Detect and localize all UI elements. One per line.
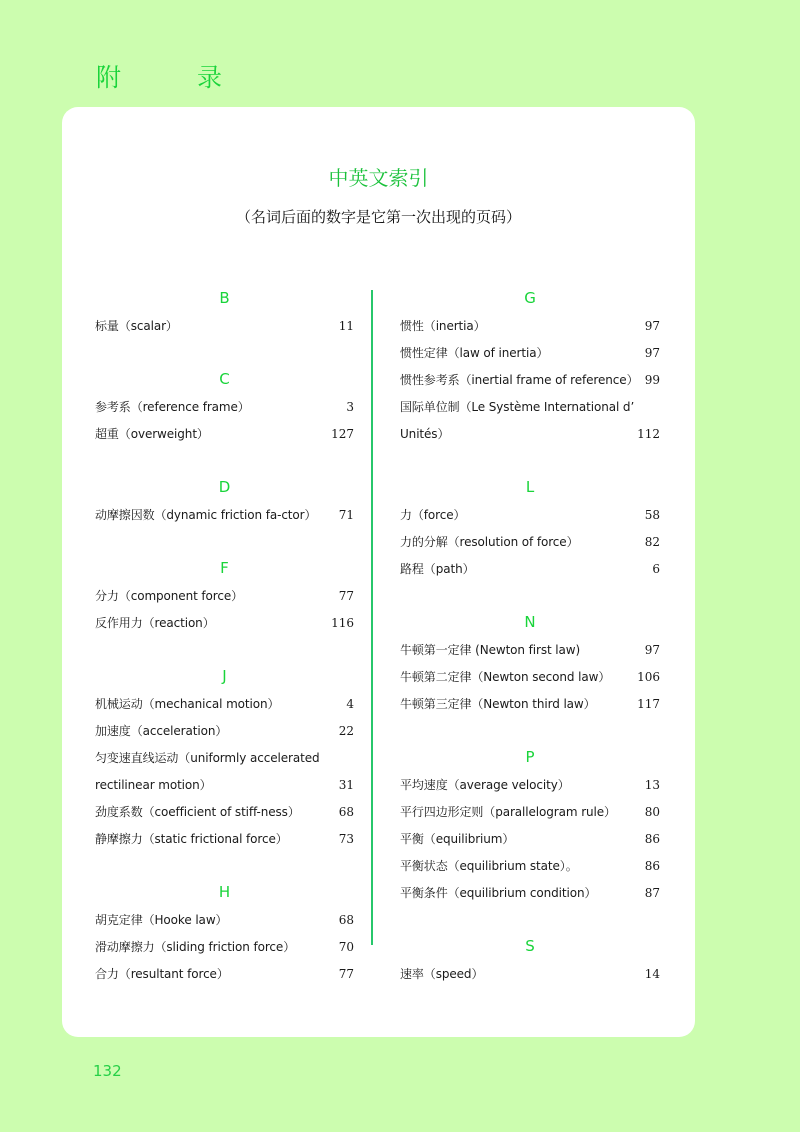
index-entry [95,420,354,447]
index-entry-term: 静摩擦力（static frictional force） [95,832,288,846]
index-entry-page: 3 [346,399,354,414]
index-entry-page: 97 [644,318,660,333]
index-entry-page: 86 [644,831,660,846]
index-entry [95,501,354,528]
index-entry [400,528,660,555]
index-entry-term: 路程（path） [400,562,475,576]
index-entry [400,852,660,879]
index-entry-term: 惯性（inertia） [400,319,486,333]
index-entry [400,663,660,690]
index-entry [400,393,660,420]
index-entry [400,339,660,366]
index-entry-page: 127 [331,426,354,441]
section-letter: J [222,667,227,685]
section-gap [400,582,660,609]
index-entry-page: 99 [644,372,660,387]
index-entry-term: rectilinear motion） [95,778,212,792]
index-entry-term: 牛顿第二定律（Newton second law） [400,670,611,684]
section-letter: G [524,289,536,307]
section-letter: F [220,559,229,577]
index-card [62,107,695,1037]
index-entry-page: 68 [338,804,354,819]
page-number: 132 [93,1062,122,1080]
appendix-title: 附 录 [96,63,256,92]
index-entry-term: 合力（resultant force） [95,967,229,981]
index-entry [400,825,660,852]
index-entry-term: 反作用力（reaction） [95,616,215,630]
index-entry-term: 滑动摩擦力（sliding friction force） [95,940,296,954]
index-entry [400,636,660,663]
index-entry-term: 平衡（equilibrium） [400,832,515,846]
index-entry-page: 71 [338,507,354,522]
index-entry [400,960,660,987]
index-entry-page: 80 [644,804,660,819]
index-entry [400,798,660,825]
section-letter: S [525,937,535,955]
index-entry-term: 分力（component force） [95,589,244,603]
index-entry-term: 平行四边形定则（parallelogram rule） [400,805,616,819]
index-entry-page: 116 [331,615,354,630]
section-gap [95,339,354,366]
index-entry-page: 13 [644,777,660,792]
index-entry [95,690,354,717]
index-column-left [95,285,354,987]
index-entry-term: 平均速度（average velocity） [400,778,570,792]
section-gap [400,906,660,933]
index-entry-term: 平衡状态（equilibrium state）。 [400,859,578,873]
index-entry-term: 牛顿第三定律（Newton third law） [400,697,596,711]
index-entry-page: 58 [644,507,660,522]
section-letter: N [524,613,536,631]
index-entry-term: 惯性定律（law of inertia） [400,346,549,360]
index-entry-page: 14 [644,966,660,981]
index-entry [95,798,354,825]
section-gap [95,447,354,474]
index-entry [95,312,354,339]
index-entry [95,393,354,420]
index-entry [95,960,354,987]
section-letter: B [219,289,230,307]
index-entry [400,420,660,447]
index-entry-term: 牛顿第一定律 (Newton first law) [400,643,581,657]
index-entry-term: 参考系（reference frame） [95,400,250,414]
section-gap [400,717,660,744]
index-entry [400,555,660,582]
index-entry-term: 速率（speed） [400,967,484,981]
index-entry [95,825,354,852]
index-entry [95,771,354,798]
index-entry-page: 82 [644,534,660,549]
index-entry-page: 77 [338,588,354,603]
index-entry-term: 平衡条件（equilibrium condition） [400,886,597,900]
index-entry-page: 106 [637,669,660,684]
index-entry-page: 97 [644,345,660,360]
index-title: 中英文索引 [328,166,429,190]
section-letter: L [525,478,535,496]
index-entry [400,366,660,393]
index-entry-term: 机械运动（mechanical motion） [95,697,280,711]
index-entry-page: 97 [644,642,660,657]
index-entry-term: Unités） [400,427,450,441]
section-letter: C [219,370,230,388]
section-letter: P [525,748,535,766]
index-entry-page: 70 [338,939,354,954]
index-entry [95,933,354,960]
index-entry-term: 劲度系数（coefficient of stiff-ness） [95,805,300,819]
index-entry [95,609,354,636]
index-entry-page: 117 [637,696,660,711]
section-gap [95,528,354,555]
index-column-right [400,285,660,987]
index-entry [400,690,660,717]
index-entry-term: 力的分解（resolution of force） [400,535,579,549]
section-letter: D [218,478,231,496]
index-entry-term: 动摩擦因数（dynamic friction fa-ctor） [95,508,317,522]
column-divider [371,290,373,945]
index-entry-page: 73 [338,831,354,846]
index-entry-page: 86 [644,858,660,873]
index-entry [400,312,660,339]
section-gap [400,447,660,474]
index-entry-page: 77 [338,966,354,981]
index-entry [95,717,354,744]
index-entry [400,501,660,528]
index-entry-page: 31 [338,777,354,792]
index-entry [400,879,660,906]
index-entry [400,771,660,798]
index-entry-term: 力（force） [400,508,466,522]
section-letter: H [218,883,231,901]
index-entry-page: 6 [652,561,660,576]
index-entry-term: 惯性参考系（inertial frame of reference） [400,373,639,387]
index-entry [95,582,354,609]
section-gap [95,636,354,663]
index-entry-page: 112 [637,426,660,441]
index-entry-term: 标量（scalar） [95,319,178,333]
index-entry-page: 4 [346,696,354,711]
index-entry-term: 胡克定律（Hooke law） [95,913,228,927]
index-entry-term: 匀变速直线运动（uniformly accelerated [95,751,320,765]
index-entry-page: 68 [338,912,354,927]
index-entry [95,906,354,933]
index-entry-page: 11 [338,318,354,333]
index-entry-term: 超重（overweight） [95,427,209,441]
index-entry-term: 国际单位制（Le Système International d’ [400,400,635,414]
index-entry-page: 87 [644,885,660,900]
index-subtitle: （名词后面的数字是它第一次出现的页码） [235,208,521,226]
index-entry [95,744,354,771]
index-entry-page: 22 [338,723,354,738]
index-entry-term: 加速度（acceleration） [95,724,228,738]
section-gap [95,852,354,879]
